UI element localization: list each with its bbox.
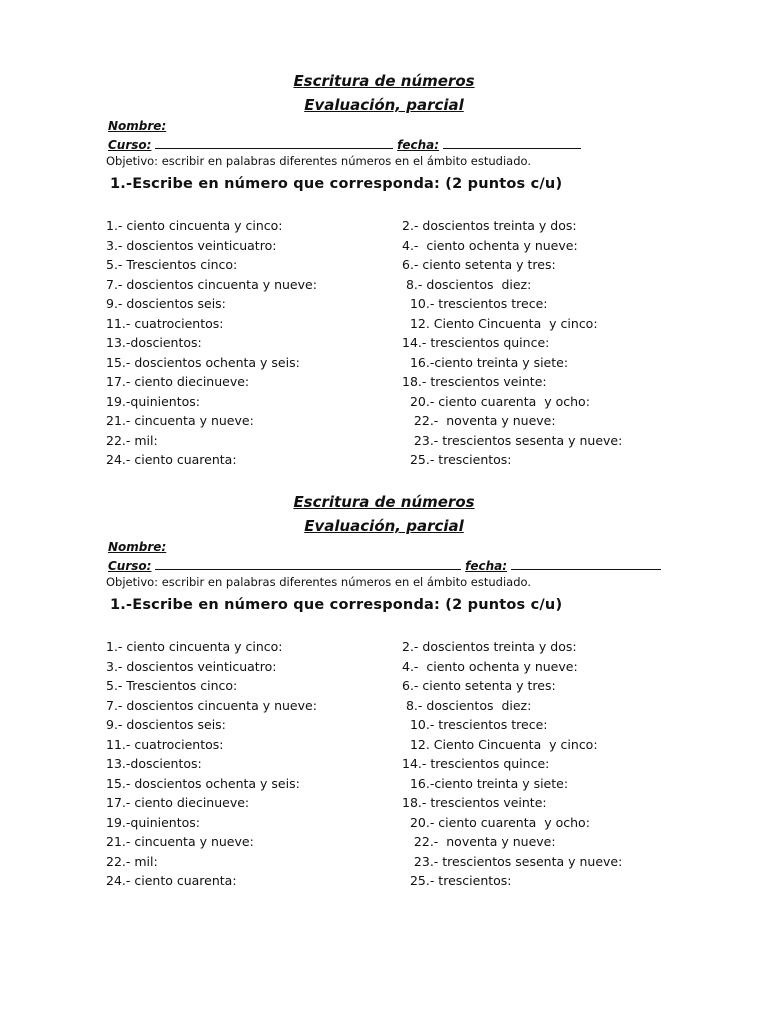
item-right: 18.- trescientos veinte: xyxy=(402,795,547,810)
item-left: 19.-quinientos: xyxy=(106,814,201,830)
item-row xyxy=(0,394,768,414)
item-right: 22.- noventa y nueve: xyxy=(402,413,556,428)
instruction-text: 1.-Escribe en número que corresponda: (2 puntos c/u) xyxy=(110,597,563,613)
fecha-label: fecha: xyxy=(397,138,440,152)
item-right: 8.- doscientos diez: xyxy=(402,697,532,713)
item-left: 19.-quinientos: xyxy=(106,393,201,409)
worksheet-title: Escritura de números xyxy=(293,493,475,511)
item-right: 22.- noventa y nueve: xyxy=(402,834,556,849)
item-left: 21.- cincuenta y nueve: xyxy=(106,834,254,849)
item-left: 7.- doscientos cincuenta y nueve: xyxy=(106,276,317,292)
item-left: 22.- mil: xyxy=(106,853,158,869)
item-row xyxy=(0,737,768,757)
item-left: 1.- ciento cincuenta y cinco: xyxy=(106,639,283,654)
item-row xyxy=(0,659,768,679)
item-row xyxy=(0,795,768,815)
item-right: 8.- doscientos diez: xyxy=(402,276,532,292)
item-right: 10.- trescientos trece: xyxy=(402,296,548,311)
item-right: 23.- trescientos sesenta y nueve: xyxy=(402,853,623,869)
item-left: 17.- ciento diecinueve: xyxy=(106,795,250,810)
item-list xyxy=(0,218,768,472)
item-row xyxy=(0,756,768,776)
item-right: 25.- trescientos: xyxy=(402,873,512,888)
objective-text: Objetivo: escribir en palabras diferentes números en el ámbito estudiado. xyxy=(106,575,532,589)
item-left: 9.- doscientos seis: xyxy=(106,296,226,311)
curso-fecha-row xyxy=(108,137,668,151)
worksheet-subtitle: Evaluación, parcial xyxy=(304,517,464,535)
item-right: 16.-ciento treinta y siete: xyxy=(402,354,569,370)
item-row xyxy=(0,433,768,453)
item-right: 14.- trescientos quince: xyxy=(402,756,550,771)
item-row xyxy=(0,296,768,316)
item-row xyxy=(0,316,768,336)
item-row xyxy=(0,355,768,375)
item-row xyxy=(0,698,768,718)
item-left: 5.- Trescientos cinco: xyxy=(106,257,238,272)
item-right: 18.- trescientos veinte: xyxy=(402,374,547,389)
item-left: 3.- doscientos veinticuatro: xyxy=(106,237,277,253)
item-row xyxy=(0,238,768,258)
fecha-blank-line xyxy=(443,137,581,149)
item-left: 22.- mil: xyxy=(106,432,158,448)
item-row xyxy=(0,834,768,854)
item-row xyxy=(0,678,768,698)
item-right: 20.- ciento cuarenta y ocho: xyxy=(402,814,590,830)
item-right: 4.- ciento ochenta y nueve: xyxy=(402,658,578,674)
worksheet-subtitle: Evaluación, parcial xyxy=(304,96,464,114)
item-right: 12. Ciento Cincuenta y cinco: xyxy=(402,315,598,331)
item-row xyxy=(0,277,768,297)
item-row xyxy=(0,873,768,893)
curso-fecha-row xyxy=(108,558,668,572)
item-left: 24.- ciento cuarenta: xyxy=(106,452,237,467)
item-right: 20.- ciento cuarenta y ocho: xyxy=(402,393,590,409)
item-row xyxy=(0,854,768,874)
item-left: 11.- cuatrocientos: xyxy=(106,736,224,752)
worksheet-2 xyxy=(0,493,768,913)
item-list xyxy=(0,639,768,893)
instruction-text: 1.-Escribe en número que corresponda: (2 puntos c/u) xyxy=(110,176,563,192)
item-right: 12. Ciento Cincuenta y cinco: xyxy=(402,736,598,752)
curso-blank-line xyxy=(155,137,393,149)
item-row xyxy=(0,639,768,659)
item-right: 2.- doscientos treinta y dos: xyxy=(402,639,577,654)
item-left: 13.-doscientos: xyxy=(106,756,202,771)
worksheet-title: Escritura de números xyxy=(293,72,475,90)
item-row xyxy=(0,717,768,737)
curso-label: Curso: xyxy=(108,138,152,152)
item-row xyxy=(0,218,768,238)
item-left: 11.- cuatrocientos: xyxy=(106,315,224,331)
item-left: 13.-doscientos: xyxy=(106,335,202,350)
worksheet-1 xyxy=(0,72,768,492)
item-row xyxy=(0,374,768,394)
item-row xyxy=(0,335,768,355)
curso-label: Curso: xyxy=(108,559,152,573)
item-row xyxy=(0,452,768,472)
item-left: 5.- Trescientos cinco: xyxy=(106,678,238,693)
item-row xyxy=(0,776,768,796)
item-left: 24.- ciento cuarenta: xyxy=(106,873,237,888)
item-left: 3.- doscientos veinticuatro: xyxy=(106,658,277,674)
item-left: 15.- doscientos ochenta y seis: xyxy=(106,354,300,370)
item-right: 23.- trescientos sesenta y nueve: xyxy=(402,432,623,448)
item-left: 7.- doscientos cincuenta y nueve: xyxy=(106,697,317,713)
item-right: 4.- ciento ochenta y nueve: xyxy=(402,237,578,253)
item-right: 25.- trescientos: xyxy=(402,452,512,467)
nombre-label: Nombre: xyxy=(108,540,167,554)
item-row xyxy=(0,413,768,433)
fecha-label: fecha: xyxy=(465,559,508,573)
nombre-label: Nombre: xyxy=(108,119,167,133)
item-left: 21.- cincuenta y nueve: xyxy=(106,413,254,428)
item-right: 6.- ciento setenta y tres: xyxy=(402,678,556,693)
fecha-blank-line xyxy=(511,558,661,570)
objective-text: Objetivo: escribir en palabras diferentes números en el ámbito estudiado. xyxy=(106,154,532,168)
item-right: 16.-ciento treinta y siete: xyxy=(402,775,569,791)
item-right: 2.- doscientos treinta y dos: xyxy=(402,218,577,233)
item-right: 6.- ciento setenta y tres: xyxy=(402,257,556,272)
item-left: 9.- doscientos seis: xyxy=(106,717,226,732)
item-right: 14.- trescientos quince: xyxy=(402,335,550,350)
item-left: 1.- ciento cincuenta y cinco: xyxy=(106,218,283,233)
item-row xyxy=(0,815,768,835)
item-right: 10.- trescientos trece: xyxy=(402,717,548,732)
item-left: 17.- ciento diecinueve: xyxy=(106,374,250,389)
item-left: 15.- doscientos ochenta y seis: xyxy=(106,775,300,791)
item-row xyxy=(0,257,768,277)
curso-blank-line xyxy=(155,558,461,570)
